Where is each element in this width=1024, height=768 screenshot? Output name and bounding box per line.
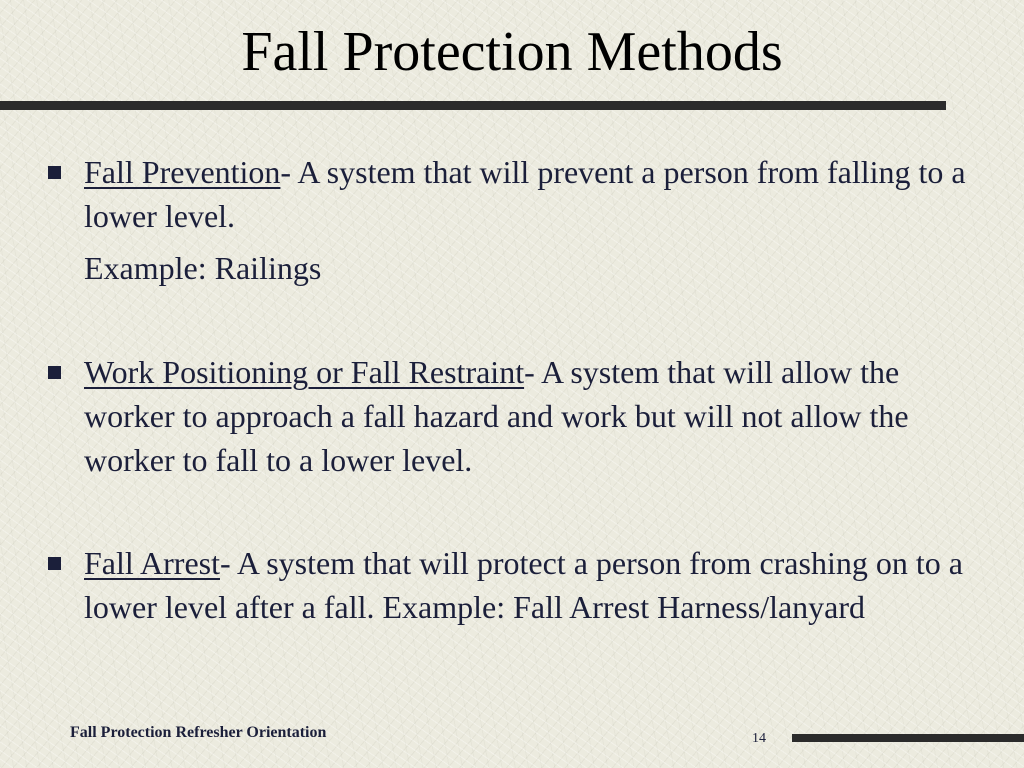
bullet-fall-arrest [84, 541, 984, 629]
bullet-text: - A system that will prevent a person from falling to a lower level. [84, 154, 966, 234]
title-divider [0, 101, 946, 110]
slide-title: Fall Protection Methods [241, 21, 783, 83]
bullet-work-positioning [84, 350, 984, 482]
bullet-term: Fall Arrest [84, 545, 220, 581]
bullet-text: - A system that will protect a person from crashing on to a lower level after a fall. Example: Fall Arrest Harness/lanyard [84, 545, 963, 625]
square-bullet-icon [48, 557, 61, 570]
square-bullet-icon [48, 366, 61, 379]
bullet-term: Fall Prevention [84, 154, 281, 190]
page-number: 14 [752, 731, 766, 746]
bullet-text: - A system that will allow the worker to approach a fall hazard and work but will not allow the worker to fall to a lower level. [84, 354, 909, 478]
bullet-example: Example: Railings [84, 250, 322, 286]
bullet-fall-prevention [84, 150, 984, 290]
footer-divider [792, 734, 1024, 742]
footer-text: Fall Protection Refresher Orientation [70, 724, 327, 741]
square-bullet-icon [48, 166, 61, 179]
bullet-term: Work Positioning or Fall Restraint [84, 354, 525, 390]
